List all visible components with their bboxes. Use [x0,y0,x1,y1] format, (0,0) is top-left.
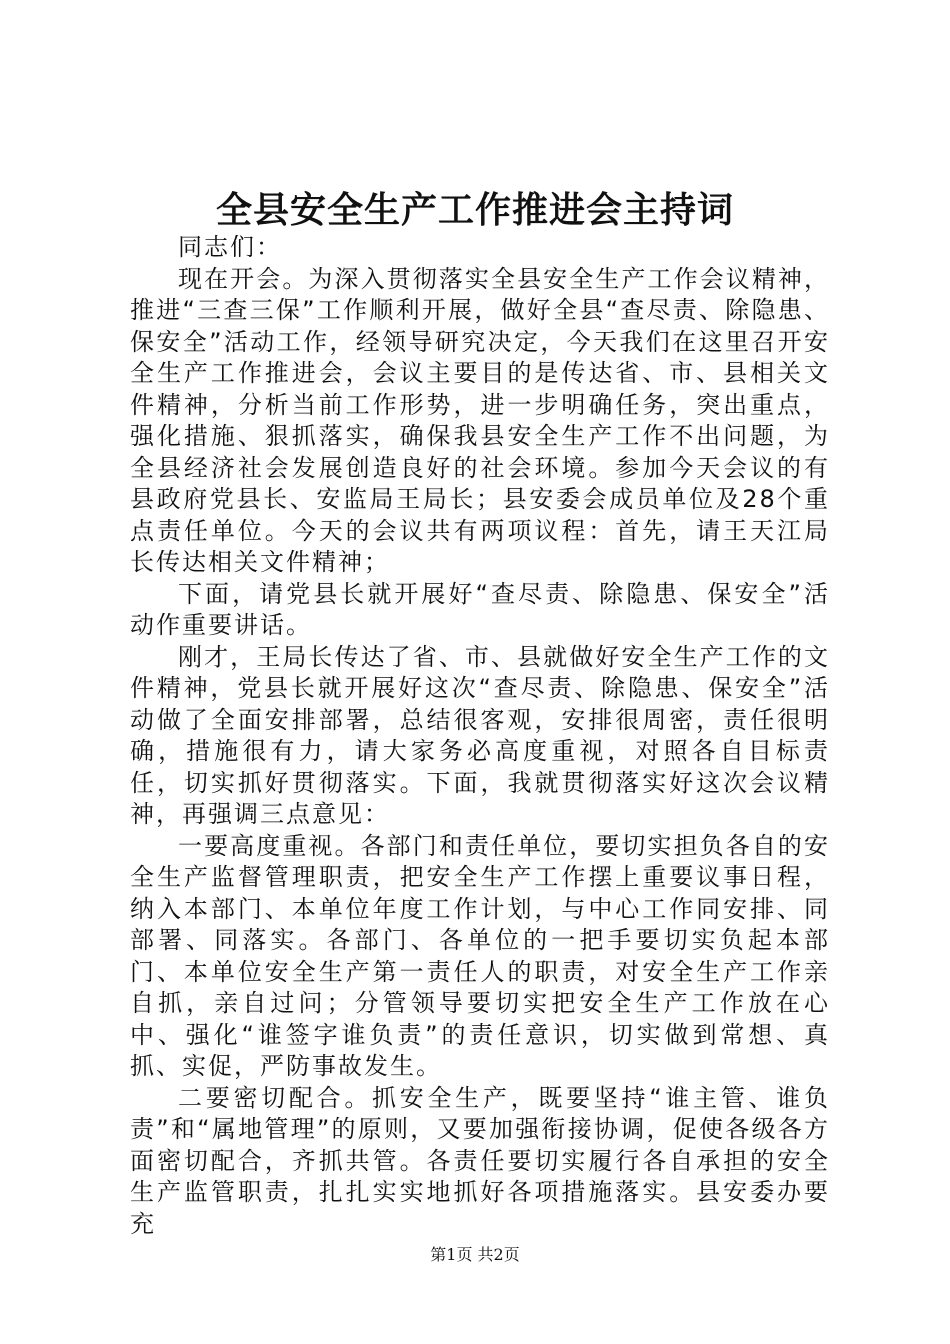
document-body [130,232,830,1240]
speech-invite-paragraph: 下面，请党县长就开展好“查尽责、除隐患、保安全”活动作重要讲话。 [130,579,830,639]
summary-paragraph: 刚才，王局长传达了省、市、县就做好安全生产工作的文件精神，党县长就开展好这次“查尽责、除隐患、保安全”活动做了全面安排部署，总结很客观，安排很周密，责任很明确，措施很有力，请大家务必高度重视，对照各自目标责任，切实抓好贯彻落实。下面，我就贯彻落实好这次会议精神，再强调三点意见： [130,642,830,828]
document-title: 全县安全生产工作推进会主持词 [215,189,734,231]
salutation-paragraph: 同志们： [178,233,282,261]
page-footer: 第1页 共2页 [430,1245,520,1264]
point-one-paragraph: 一要高度重视。各部门和责任单位，要切实担负各自的安全生产监督管理职责，把安全生产工作摆上重要议事日程，纳入本部门、本单位年度工作计划，与中心工作同安排、同部署、同落实。各部门、各单位的一把手要切实负起本部门、本单位安全生产第一责任人的职责，对安全生产工作亲自抓，亲自过问；分管领导要切实把安全生产工作放在心中、强化“谁签字谁负责”的责任意识，切实做到常想、真抓、实促，严防事故发生。 [130,831,830,1080]
point-two-paragraph: 二要密切配合。抓安全生产，既要坚持“谁主管、谁负责”和“属地管理”的原则，又要加强衔接协调，促使各级各方面密切配合，齐抓共管。各责任要切实履行各自承担的安全生产监管职责，扎扎实实地抓好各项措施落实。县安委办要充 [130,1083,830,1238]
opening-paragraph: 现在开会。为深入贯彻落实全县安全生产工作会议精神，推进“三查三保”工作顺利开展，做好全县“查尽责、除隐患、保安全”活动工作，经领导研究决定，今天我们在这里召开安全生产工作推进会，会议主要目的是传达省、市、县相关文件精神，分析当前工作形势，进一步明确任务，突出重点，强化措施、狠抓落实，确保我县安全生产工作不出问题，为全县经济社会发展创造良好的社会环境。参加今天会议的有县政府党县长、安监局王局长；县安委会成员单位及28个重点责任单位。今天的会议共有两项议程：首先，请王天江局长传达相关文件精神； [130,264,830,576]
